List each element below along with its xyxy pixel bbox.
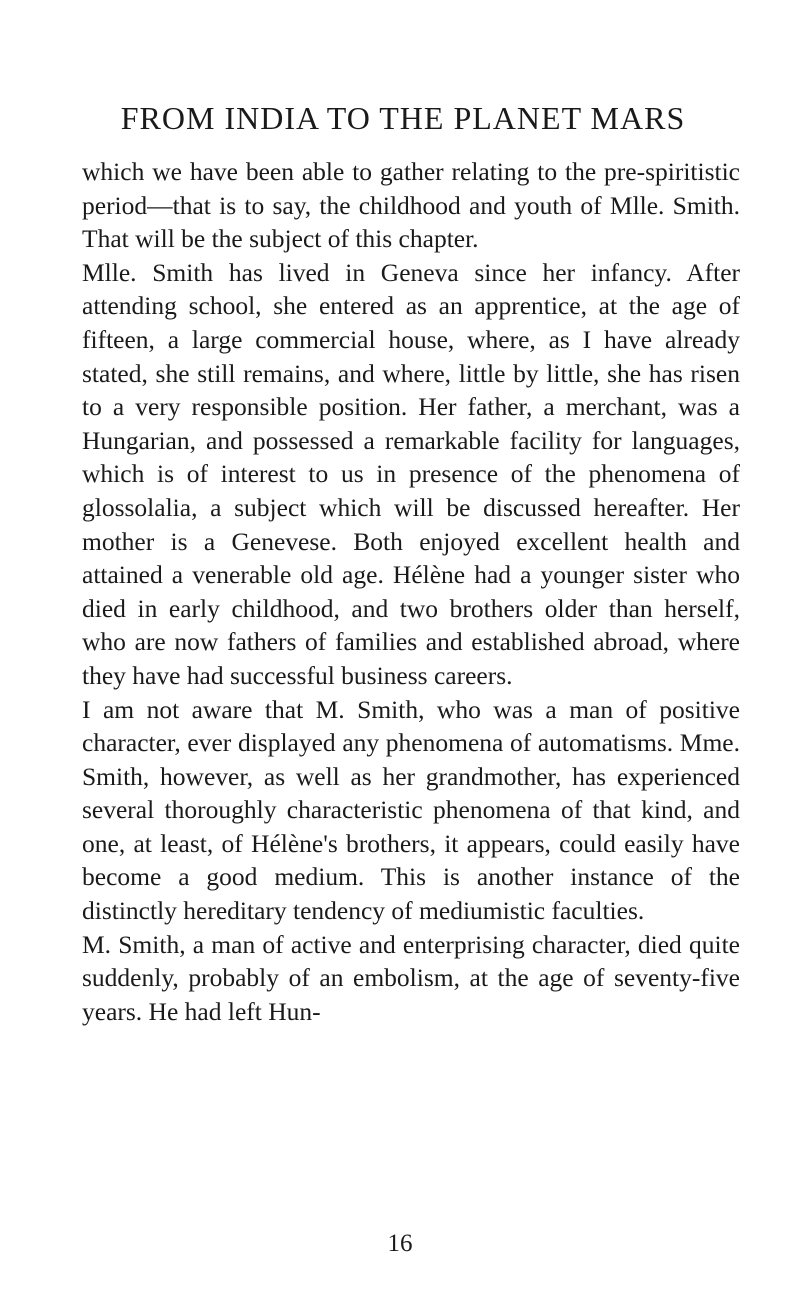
- paragraph: I am not aware that M. Smith, who was a man of positive character, ever displayed any phenomena of automatisms. Mme. Smith, however, as well as her grandmother, has experienced several thoroughly characteristic phenomena of that kind, and one, at least, of Hélène's brothers, it appears, could easily have become a good medium. This is another instance of the distinctly hereditary tendency of mediumistic faculties.: [82, 694, 740, 926]
- paragraph: which we have been able to gather relating to the pre-spiritistic period—that is to say, the childhood and youth of Mlle. Smith. That will be the subject of this chapter.: [82, 157, 740, 254]
- paragraph: M. Smith, a man of active and enterprising character, died quite suddenly, probably of an embolism, at the age of seventy-five years. He had left Hun-: [82, 929, 740, 1026]
- running-head: FROM INDIA TO THE PLANET MARS: [120, 100, 686, 136]
- body-text: [82, 155, 740, 1028]
- paragraph: Mlle. Smith has lived in Geneva since her infancy. After attending school, she entered as an apprentice, at the age of fifteen, a large commercial house, where, as I have already stated, she still remains, and where, little by little, she has risen to a very responsible position. Her father, a merchant, was a Hungarian, and possessed a remarkable facility for languages, which is of interest to us in presence of the phenomena of glossolalia, a subject which will be discussed hereafter. Her mother is a Genevese. Both enjoyed excellent health and attained a venerable old age. Hélène had a younger sister who died in early childhood, and two brothers older than herself, who are now fathers of families and established abroad, where they have had successful business careers.: [82, 257, 740, 690]
- page-number: 16: [387, 1230, 413, 1257]
